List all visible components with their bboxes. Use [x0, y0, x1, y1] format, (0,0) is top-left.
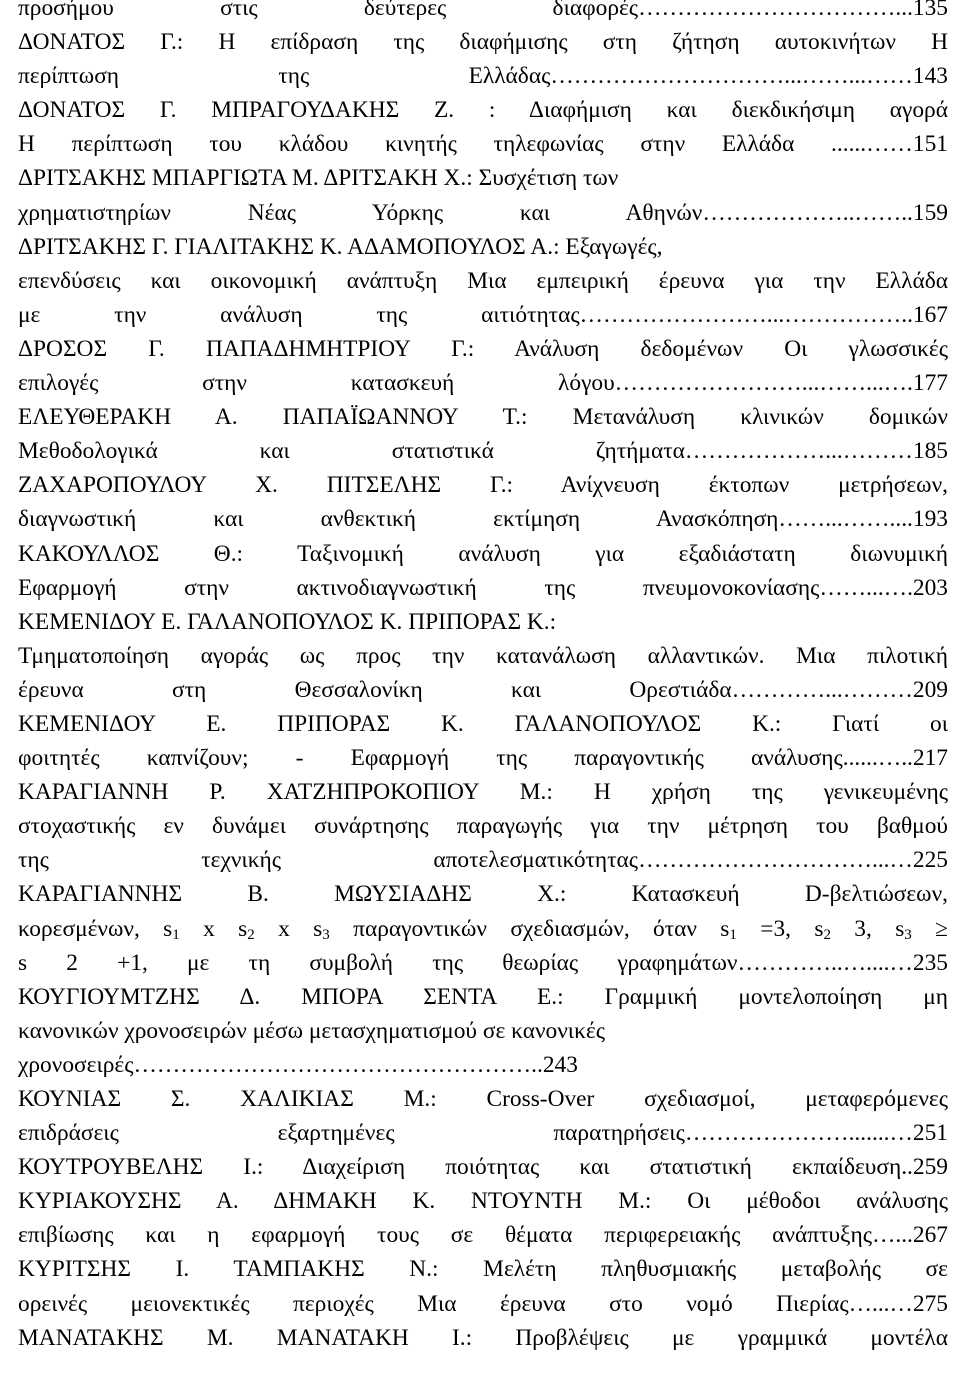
index-entry-text: x s: [254, 915, 323, 942]
index-entry-line: ΚΕΜΕΝΙΔΟΥ Ε. ΓΑΛΑΝΟΠΟΥΛΟΣ Κ. ΠΡΙΠΟΡΑΣ Κ.:: [18, 608, 557, 635]
index-entry-line: Τμηματοποίηση αγοράς ως προς την κατανάλωση αλλαντικών. Μια πιλοτική: [18, 642, 948, 669]
index-entry-line: επιβίωσης και η εφαρμογή τους σε θέματα περιφερειακής ανάπτυξης…...267: [18, 1222, 948, 1249]
index-entry-text: κορεσμένων, s: [18, 915, 173, 942]
index-entry-line: ΚΥΡΙΤΣΗΣ Ι. ΤΑΜΠΑΚΗΣ Ν.: Μελέτη πληθυσμιακής μεταβολής σε: [18, 1256, 948, 1283]
index-entry-line: ΜΑΝΑΤΑΚΗΣ Μ. ΜΑΝΑΤΑΚΗ Ι.: Προβλέψεις με γραμμικά μοντέλα: [18, 1324, 948, 1351]
subscript-index: 1: [729, 926, 737, 943]
index-entry-text: παραγοντικών σχεδιασμών, όταν s: [329, 915, 730, 942]
index-entry-line: Η περίπτωση του κλάδου κινητής τηλεφωνίας στην Ελλάδα ......……151: [18, 131, 948, 158]
index-entry-line: ΕΛΕΥΘΕΡΑΚΗ Α. ΠΑΠΑΪΩΑΝΝΟΥ Τ.: Μετανάλυση κλινικών δομικών: [18, 404, 948, 431]
index-entry-line: Μεθοδολογικά και στατιστικά ζητήματα………………...………185: [18, 438, 948, 465]
subscript-index: 1: [172, 926, 180, 943]
index-entry-line: s 2 +1, με τη συμβολή της θεωρίας γραφημάτων…………..…....…235: [18, 949, 948, 976]
index-entry-line: ΚΑΡΑΓΙΑΝΝΗΣ Β. ΜΩΥΣΙΑΔΗΣ Χ.: Κατασκευή D-βελτιώσεων,: [18, 881, 948, 908]
index-entry-line: χρηματιστηρίων Νέας Υόρκης και Αθηνών………………..……..159: [18, 199, 948, 226]
index-entry-text: 3, s: [830, 915, 905, 942]
index-entry-line: επιδράσεις εξαρτημένες παρατηρήσεις………………….......…251: [18, 1120, 948, 1147]
subscript-index: 2: [247, 926, 255, 943]
index-entry-line: της τεχνικής αποτελεσματικότητας…………………………...…225: [18, 847, 948, 874]
index-entry-line: ΚΟΥΓΙΟΥΜΤΖΗΣ Δ. ΜΠΟΡΑ ΣΕΝΤΑ Ε.: Γραμμική μοντελοποίηση μη: [18, 983, 948, 1010]
subscript-index: 3: [904, 926, 912, 943]
index-entry-text: x s: [179, 915, 248, 942]
subscript-index: 3: [322, 926, 330, 943]
index-entry-line: ΔΟΝΑΤΟΣ Γ.: Η επίδραση της διαφήμισης στη ζήτηση αυτοκινήτων Η: [18, 29, 948, 56]
index-entry-line: ΚΥΡΙΑΚΟΥΣΗΣ Α. ΔΗΜΑΚΗ Κ. ΝΤΟΥΝΤΗ Μ.: Οι μέθοδοι ανάλυσης: [18, 1188, 948, 1215]
index-lines: [18, 0, 948, 1355]
index-entry-line: ΔΡΙΤΣΑΚΗΣ Γ. ΓΙΑΛΙΤΑΚΗΣ Κ. ΑΔΑΜΟΠΟΥΛΟΣ Α.: Εξαγωγές,: [18, 233, 663, 260]
index-entry-line: με την ανάλυση της αιτιότητας……………………...……………..167: [18, 301, 948, 328]
index-entry-line: ΚΟΥΤΡΟΥΒΕΛΗΣ Ι.: Διαχείριση ποιότητας και στατιστική εκπαίδευση..259: [18, 1154, 948, 1181]
index-entry-line: έρευνα στη Θεσσαλονίκη και Ορεστιάδα…………...………209: [18, 676, 948, 703]
index-entry-line: κανονικών χρονοσειρών μέσω μετασχηματισμού σε κανονικές: [18, 1017, 605, 1044]
index-entry-line: περίπτωση της Ελλάδας…………………………...……...……143: [18, 63, 948, 90]
index-entry-line: ΔΡΙΤΣΑΚΗΣ ΜΠΑΡΓΙΩΤΑ Μ. ΔΡΙΤΣΑΚΗ Χ.: Συσχέτιση των: [18, 165, 619, 192]
index-entry-line: Εφαρμογή στην ακτινοδιαγνωστική της πνευμονοκονίασης……...….203: [18, 574, 948, 601]
index-entry-line: χρονοσειρές……………………………………………..243: [18, 1051, 578, 1078]
index-entry-line: ΚΑΚΟΥΛΛΟΣ Θ.: Ταξινομική ανάλυση για εξαδιάστατη διωνυμική: [18, 540, 948, 567]
index-entry-text: ≥: [911, 915, 948, 942]
index-entry-line: ΚΟΥΝΙΑΣ Σ. ΧΑΛΙΚΙΑΣ Μ.: Cross-Over σχεδιασμοί, μεταφερόμενες: [18, 1086, 948, 1112]
index-entry-line: επιλογές στην κατασκευή λόγου……………………...……...….177: [18, 370, 948, 397]
index-entry-line: διαγνωστική και ανθεκτική εκτίμηση Ανασκόπηση……...……....193: [18, 506, 948, 533]
subscript-index: 2: [823, 926, 831, 943]
index-entry-line: ΔΡΟΣΟΣ Γ. ΠΑΠΑΔΗΜΗΤΡΙΟΥ Γ.: Ανάλυση δεδομένων Οι γλωσσικές: [18, 335, 948, 362]
index-entry-line: φοιτητές καπνίζουν; - Εφαρμογή της παραγοντικής ανάλυσης......…..217: [18, 745, 948, 772]
index-entry-line: επενδύσεις και οικονομική ανάπτυξη Μια εμπειρική έρευνα για την Ελλάδα: [18, 267, 948, 294]
index-entry-line: ΚΕΜΕΝΙΔΟΥ Ε. ΠΡΙΠΟΡΑΣ Κ. ΓΑΛΑΝΟΠΟΥΛΟΣ Κ.: Γιατί οι: [18, 710, 948, 737]
index-entry-line: προσήμου στις δεύτερες διαφορές……………………………...135: [18, 0, 948, 21]
index-entry-line: στοχαστικής εν δυνάμει συνάρτησης παραγωγής για την μέτρηση του βαθμού: [18, 813, 948, 840]
index-entry-line: ΖΑΧΑΡΟΠΟΥΛΟΥ Χ. ΠΙΤΣΕΛΗΣ Γ.: Ανίχνευση έκτοπων μετρήσεων,: [18, 472, 948, 499]
index-entry-text: =3, s: [736, 915, 824, 942]
index-entry-line: ορεινές μειονεκτικές περιοχές Μια έρευνα στο νομό Πιερίας…...…275: [18, 1290, 948, 1317]
index-entry-line: [18, 912, 948, 946]
index-entry-line: ΔΟΝΑΤΟΣ Γ. ΜΠΡΑΓΟΥΔΑΚΗΣ Ζ. : Διαφήμιση και διεκδικήσιμη αγορά: [18, 97, 948, 124]
index-entry-line: ΚΑΡΑΓΙΑΝΝΗ Ρ. ΧΑΤΖΗΠΡΟΚΟΠΙΟΥ Μ.: Η χρήση της γενικευμένης: [18, 779, 948, 806]
